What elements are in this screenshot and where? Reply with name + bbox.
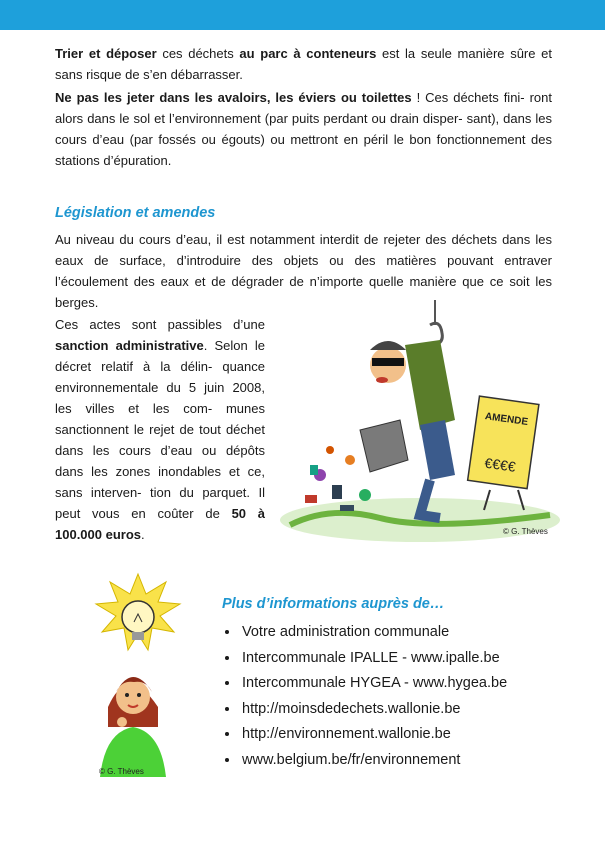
list-item: • www.belgium.be/fr/environnement <box>240 748 507 774</box>
section-heading-info: Plus d’informations auprès de… <box>222 596 445 612</box>
text-run: . Selon le décret relatif à la délin- quance environnementale du 5 juin 2008, les villes et les com- munes sanctionnent le rejet de tout déchet dans les cours d’eau ou dépôts dans les zones inondables et ce, sans interven- tion du parquet. Il peut vous en coûter de <box>55 338 266 521</box>
text-run: ! Ces déchets fini- ront alors dans le sol et l’environnement (par puits perdant ou drain disper- sant), dans les cours d’eau (par fossés ou égouts) ou mettront en péril le bon fonctionnement des stations d’épuration. <box>55 90 552 168</box>
idea-woman-illustration <box>88 572 183 782</box>
section-heading-legislation: Législation et amendes <box>55 205 216 221</box>
bold-phrase: Trier et déposer <box>55 46 157 61</box>
text-run: ces déchets <box>156 46 240 61</box>
text-run: . <box>141 527 145 542</box>
intro-paragraph <box>55 43 552 85</box>
legislation-paragraph: Au niveau du cours d’eau, il est notamment interdit de rejeter des déchets dans les eaux de surface, d’introduire des objets ou des matières pouvant entraver l’écoulement des eaux et de dégrader de n’importe quelle manière que ce soit les berges. <box>55 232 552 310</box>
bold-phrase: Ne pas les jeter dans les avaloirs, les éviers ou toilettes <box>55 90 412 105</box>
amende-sign-text: AMENDE <box>484 411 529 429</box>
bold-phrase: au parc à conteneurs <box>239 46 377 61</box>
list-item: • http://environnement.wallonie.be <box>240 722 507 748</box>
header-bar <box>0 0 605 30</box>
info-list <box>222 620 507 773</box>
sanction-paragraph <box>55 314 265 545</box>
text-run: Ces actes sont passibles d’une <box>55 317 265 332</box>
polluter-illustration <box>270 300 560 545</box>
warning-paragraph <box>55 87 552 171</box>
woman-illustration-credit: © G. Thèves <box>99 767 144 776</box>
bold-phrase: 50 à 100.000 euros <box>55 506 265 542</box>
list-item: • Intercommunale IPALLE - www.ipalle.be <box>240 646 507 672</box>
illustration-credit: © G. Thèves <box>503 527 548 536</box>
list-item: • http://moinsdedechets.wallonie.be <box>240 697 507 723</box>
svg-text:€€€€: €€€€ <box>483 454 517 475</box>
text-run: est la seule manière sûre et sans risque de s’en débarrasser. <box>55 46 552 82</box>
list-item: • Intercommunale HYGEA - www.hygea.be <box>240 671 507 697</box>
bold-phrase: sanction administrative <box>55 338 204 353</box>
list-item: • Votre administration communale <box>240 620 507 646</box>
